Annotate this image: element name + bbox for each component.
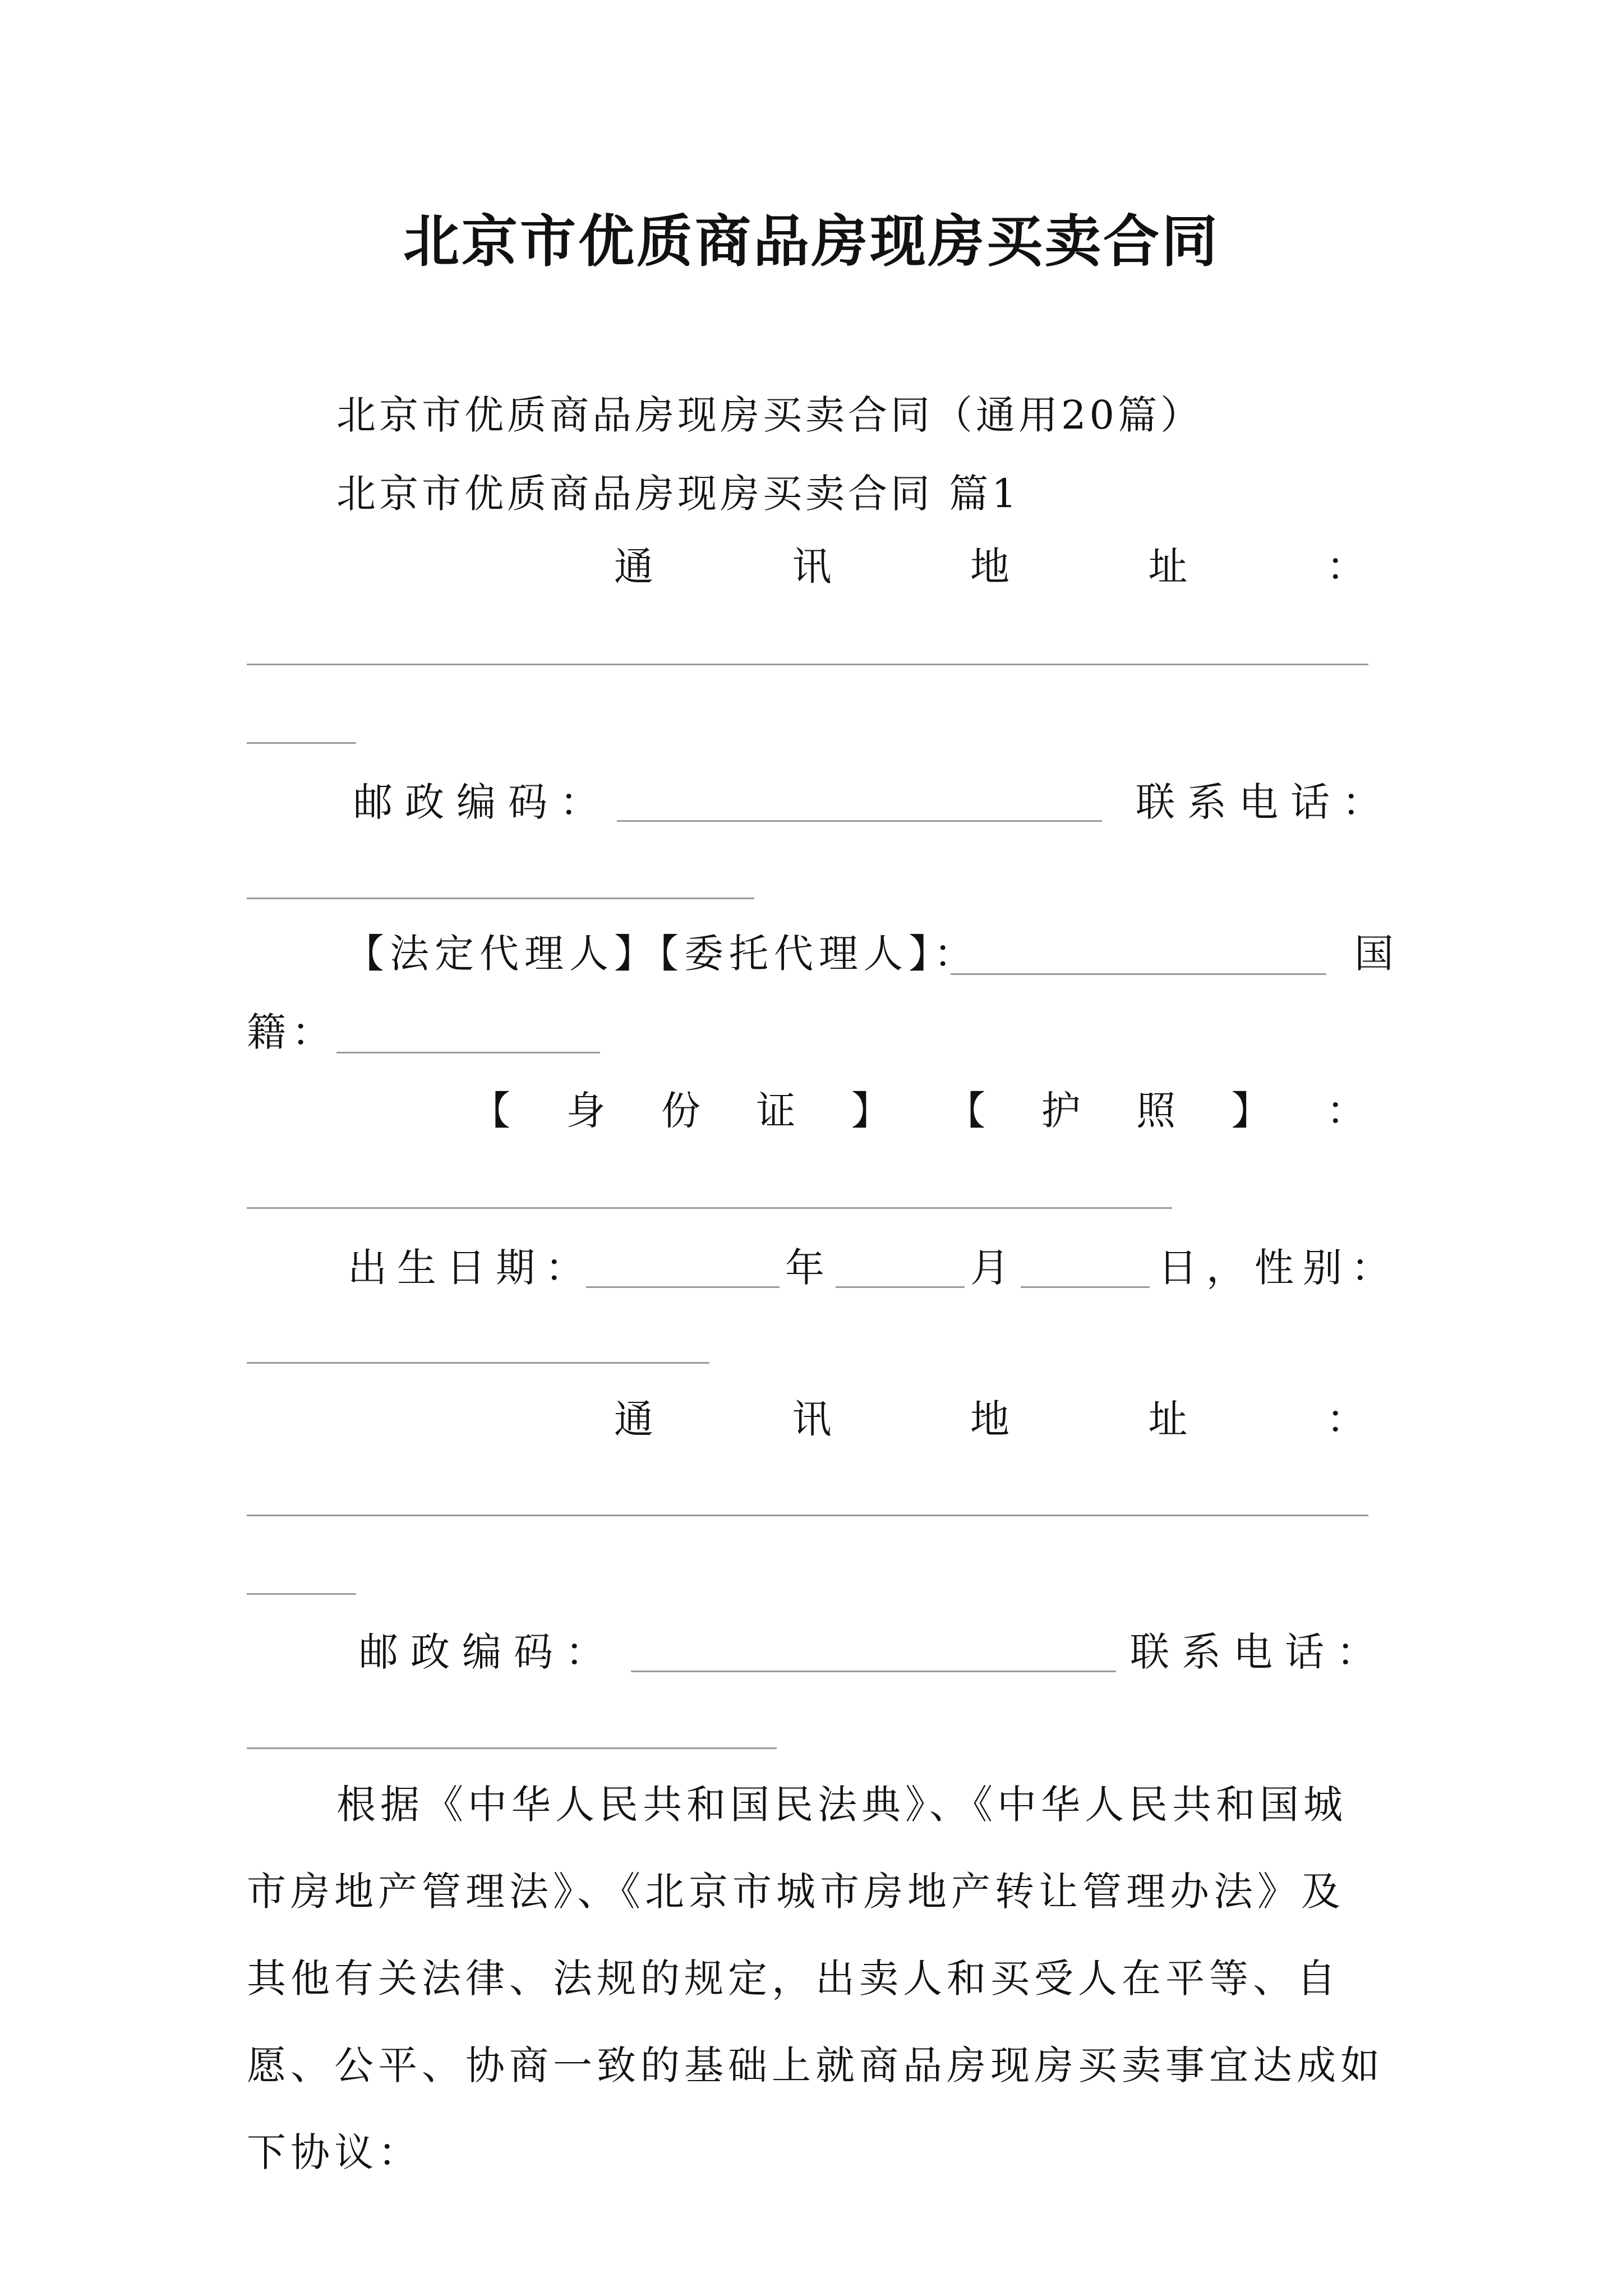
gender-fill-line[interactable]: [247, 1362, 709, 1364]
postal-fill-line-2[interactable]: [631, 1671, 1116, 1672]
address-fill-line-2b[interactable]: [247, 1593, 356, 1595]
agent-fill-line[interactable]: [951, 973, 1326, 975]
address-fill-line-1b[interactable]: [247, 742, 356, 744]
postal-fill-line-1[interactable]: [617, 820, 1102, 822]
day-gender-label: 日，性别：: [1158, 1245, 1399, 1291]
address-label-1: 通 讯 地 址 ：: [614, 544, 1366, 590]
phone-label-2: 联系电话：: [1130, 1629, 1388, 1675]
address-label-2: 通 讯 地 址 ：: [614, 1396, 1366, 1442]
phone-label-1: 联系电话：: [1136, 779, 1394, 825]
document-title: 北京市优质商品房现房买卖合同: [403, 208, 1220, 274]
nationality-label-2: 籍：: [247, 1009, 336, 1055]
birth-label: 出生日期：: [348, 1245, 594, 1291]
birth-year-fill[interactable]: [586, 1286, 780, 1288]
month-label: 月: [970, 1245, 1013, 1291]
subtitle: 北京市优质商品房现房买卖合同（通用20篇）: [336, 392, 1204, 438]
phone-fill-line-2[interactable]: [247, 1747, 777, 1749]
address-fill-line-1[interactable]: [247, 664, 1368, 665]
nationality-fill-line[interactable]: [336, 1052, 600, 1053]
id-label: 【 身 份 证 】 【 护 照 】 ：: [471, 1088, 1366, 1134]
section-title: 北京市优质商品房现房买卖合同 篇1: [336, 471, 1020, 517]
address-fill-line-2[interactable]: [247, 1515, 1368, 1516]
phone-fill-line-1[interactable]: [247, 898, 754, 899]
postal-label-1: 邮政编码：: [353, 779, 611, 825]
agent-label: 【法定代理人】【委托代理人】：: [345, 931, 979, 977]
birth-day-fill[interactable]: [1021, 1286, 1150, 1288]
body-paragraph: 根据《中华人民共和国民法典》、《中华人民共和国城市房地产管理法》、《北京市城市房地产转让管理办法》及其他有关法律、法规的规定，出卖人和买受人在平等、自愿、公平、协商一致的基础上就商品房现房买卖事宜达成如下协议：: [247, 1782, 1384, 2175]
year-label: 年: [785, 1245, 828, 1291]
birth-month-fill[interactable]: [836, 1286, 965, 1288]
id-fill-line[interactable]: [247, 1207, 1172, 1209]
postal-label-2: 邮政编码：: [359, 1629, 617, 1675]
nationality-label-1: 国: [1354, 931, 1397, 977]
